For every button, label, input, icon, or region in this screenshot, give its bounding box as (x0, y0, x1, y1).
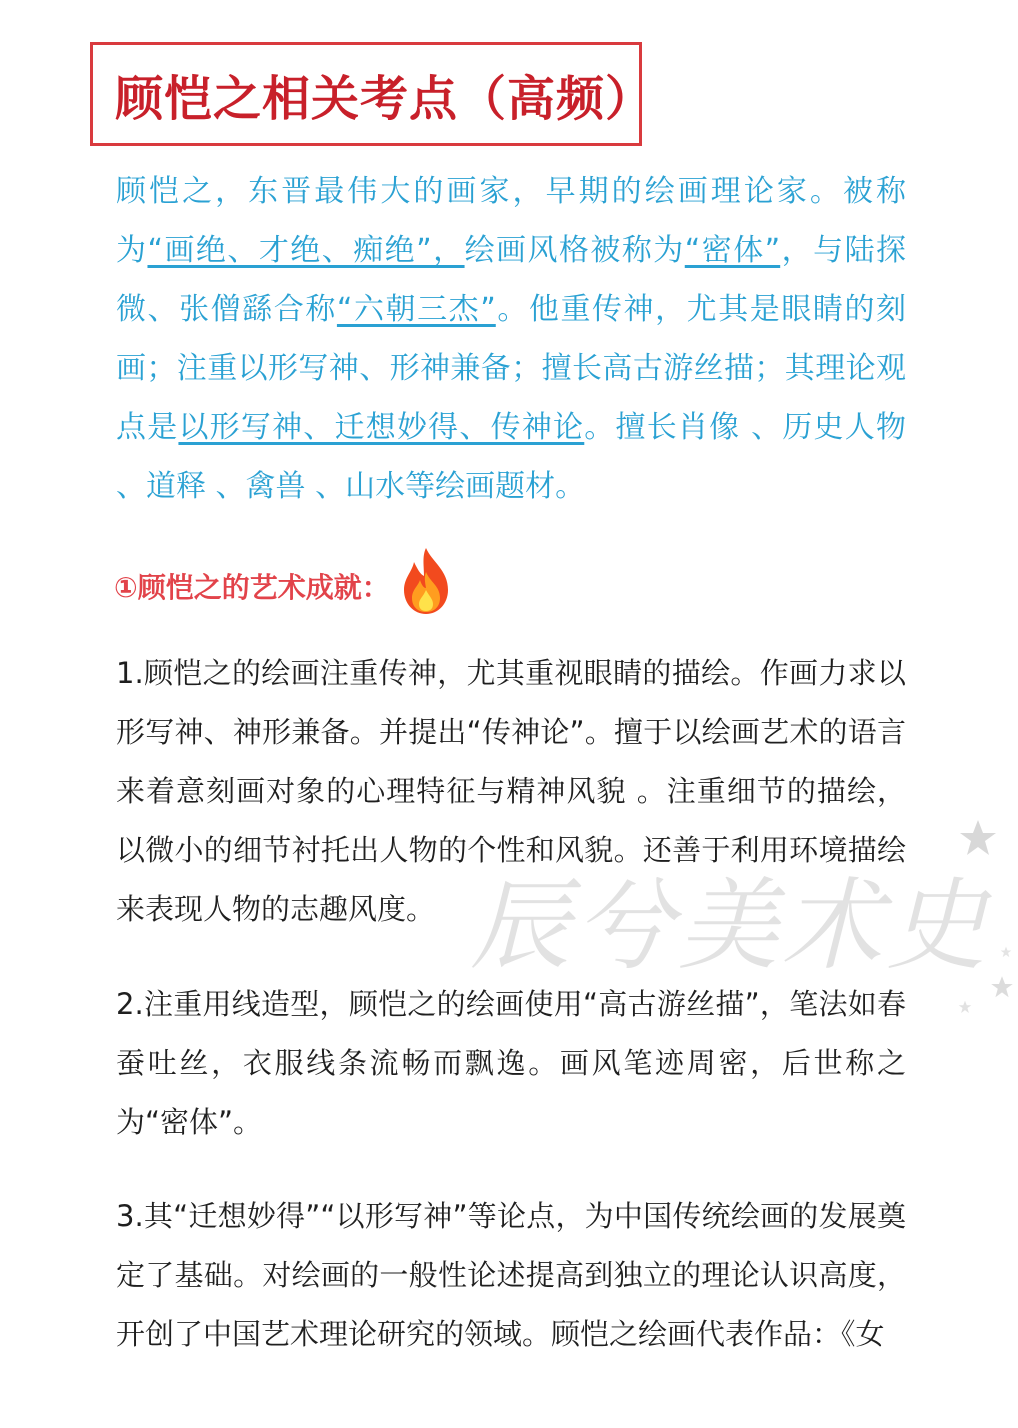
intro-highlight: “六朝三杰” (336, 292, 496, 327)
star-icon (958, 1000, 972, 1014)
intro-paragraph (116, 162, 906, 516)
intro-text: 绘画风格被称为 (464, 233, 685, 268)
paragraph-1: 1.顾恺之的绘画注重传神，尤其重视眼睛的描绘。作画力求以形写神、神形兼备。并提出“传神论”。擅于以绘画艺术的语言来着意刻画对象的心理特征与精神风貌 。注重细节的描绘，以微小的细节衬托出人物的个性和风貌。还善于利用环境描绘来表现人物的志趣风度。 (116, 656, 906, 926)
star-icon (990, 975, 1014, 999)
section-heading-text: ①顾恺之的艺术成就： (114, 571, 390, 604)
intro-highlight: “画绝、才绝、痴绝”， (147, 233, 465, 268)
intro-text: 顾恺之，东晋最伟大的画家，早期的绘画理论家。被称为 (116, 174, 906, 268)
intro-text: 。他重传神，尤其是眼睛的刻画；注重以形写神、形神兼备；擅长高古游丝描；其理论观点是 (116, 292, 907, 445)
paragraph-3: 3.其“迁想妙得”“以形写神”等论点，为中国传统绘画的发展奠定了基础。对绘画的一般性论述提高到独立的理论认识高度，开创了中国艺术理论研究的领域。顾恺之绘画代表作品：《女 (116, 1199, 906, 1351)
title-box (90, 42, 655, 146)
intro-highlight: 以形写神、迁想妙得、传神论 (178, 410, 585, 445)
fire-emoji-icon (398, 546, 454, 616)
section-heading (114, 556, 454, 616)
intro-text: ，与陆探微、张僧繇合称 (116, 233, 907, 327)
intro-highlight: “密体” (684, 233, 781, 268)
watermark: 辰兮美术史 (470, 867, 990, 984)
star-icon (1000, 946, 1012, 958)
intro-text: 。擅长肖像 、历史人物 、道释 、禽兽 、山水等绘画题材。 (116, 410, 906, 504)
paragraph-2: 2.注重用线造型，顾恺之的绘画使用“高古游丝描”，笔法如春蚕吐丝，衣服线条流畅而飘逸。画风笔迹周密，后世称之为“密体”。 (116, 987, 906, 1139)
page-title: 顾恺之相关考点（高频） (115, 70, 655, 127)
star-icon (958, 818, 998, 858)
